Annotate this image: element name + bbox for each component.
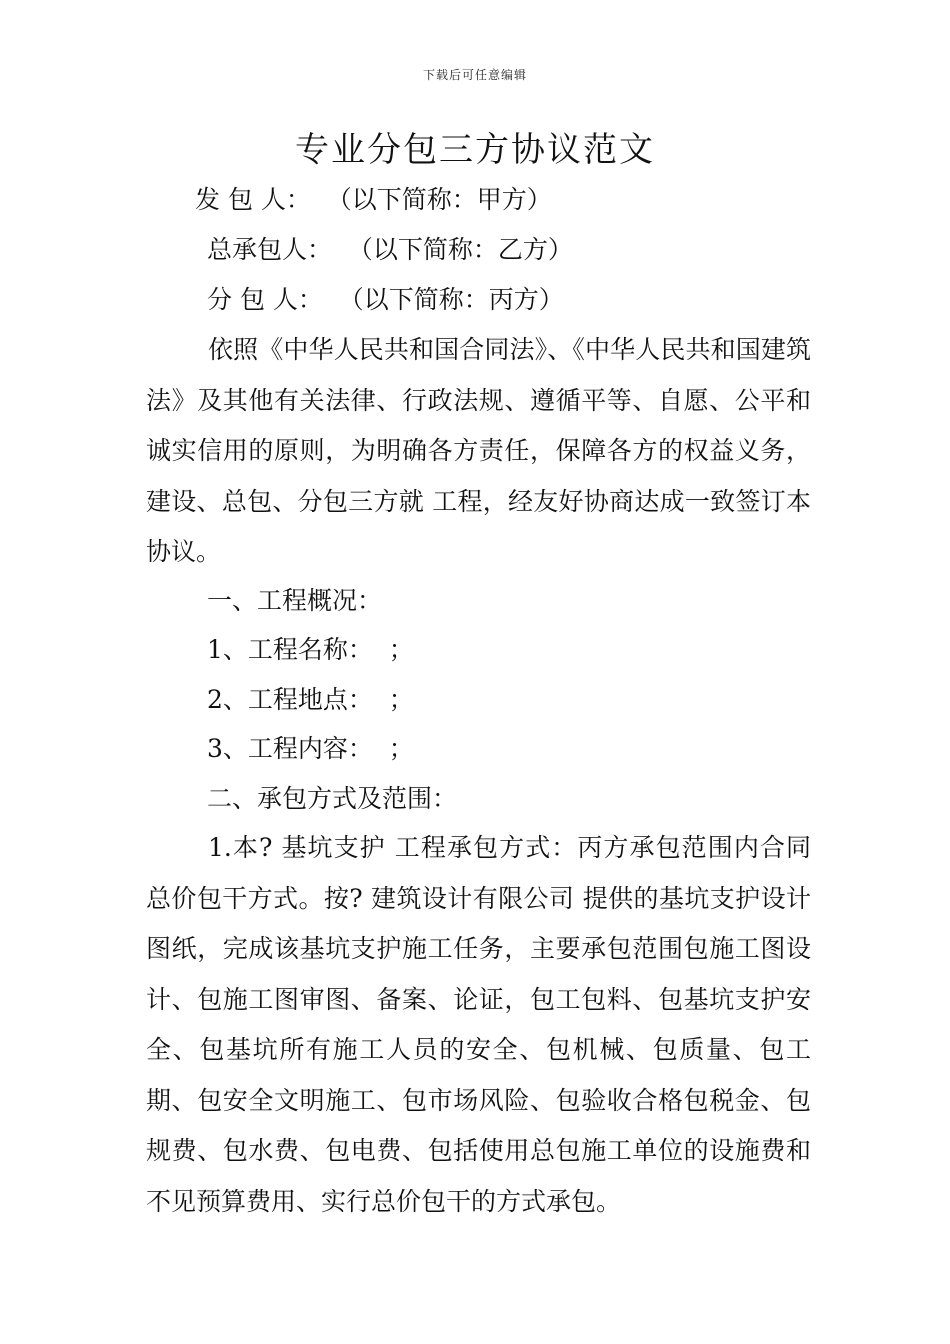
overview-item-name: 1、工程名称： ；	[207, 635, 414, 664]
intro-paragraph: 依照《中华人民共和国合同法》、《中华人民共和国建筑法》及其他有关法律、行政法规、遵循平等、自愿、公平和诚实信用的原则，为明确各方责任，保障各方的权益义务，建设、总包、分包三方就 工程，经友好协商达成一致签订本协议。	[146, 335, 811, 566]
party-subcontractor: 分 包 人： （以下简称：丙方）	[207, 285, 564, 314]
party-general-contractor: 总承包人： （以下简称：乙方）	[207, 235, 573, 264]
scope-paragraph: 1.本? 基坑支护 工程承包方式：丙方承包范围内合同总价包干方式。按? 建筑设计有限公司 提供的基坑支护设计图纸，完成该基坑支护施工任务，主要承包范围包施工图设计、包施工图审图、备案、论证，包工包料、包基坑支护安全、包基坑所有施工人员的安全、包机械、包质量、包工期、包安全文明施工、包市场风险、包验收合格包税金、包规费、包水费、包电费、包括使用总包施工单位的设施费和不见预算费用、实行总价包干的方式承包。	[146, 833, 811, 1216]
section-heading-overview: 一、工程概况：	[207, 586, 383, 615]
party-employer: 发 包 人： （以下简称：甲方）	[195, 185, 552, 214]
header-note: 下载后可任意编辑	[422, 68, 527, 82]
section-heading-scope: 二、承包方式及范围：	[207, 784, 458, 813]
overview-item-content: 3、工程内容： ；	[207, 734, 414, 763]
document-title: 专业分包三方协议范文	[295, 130, 655, 170]
overview-item-location: 2、工程地点： ；	[207, 685, 414, 714]
